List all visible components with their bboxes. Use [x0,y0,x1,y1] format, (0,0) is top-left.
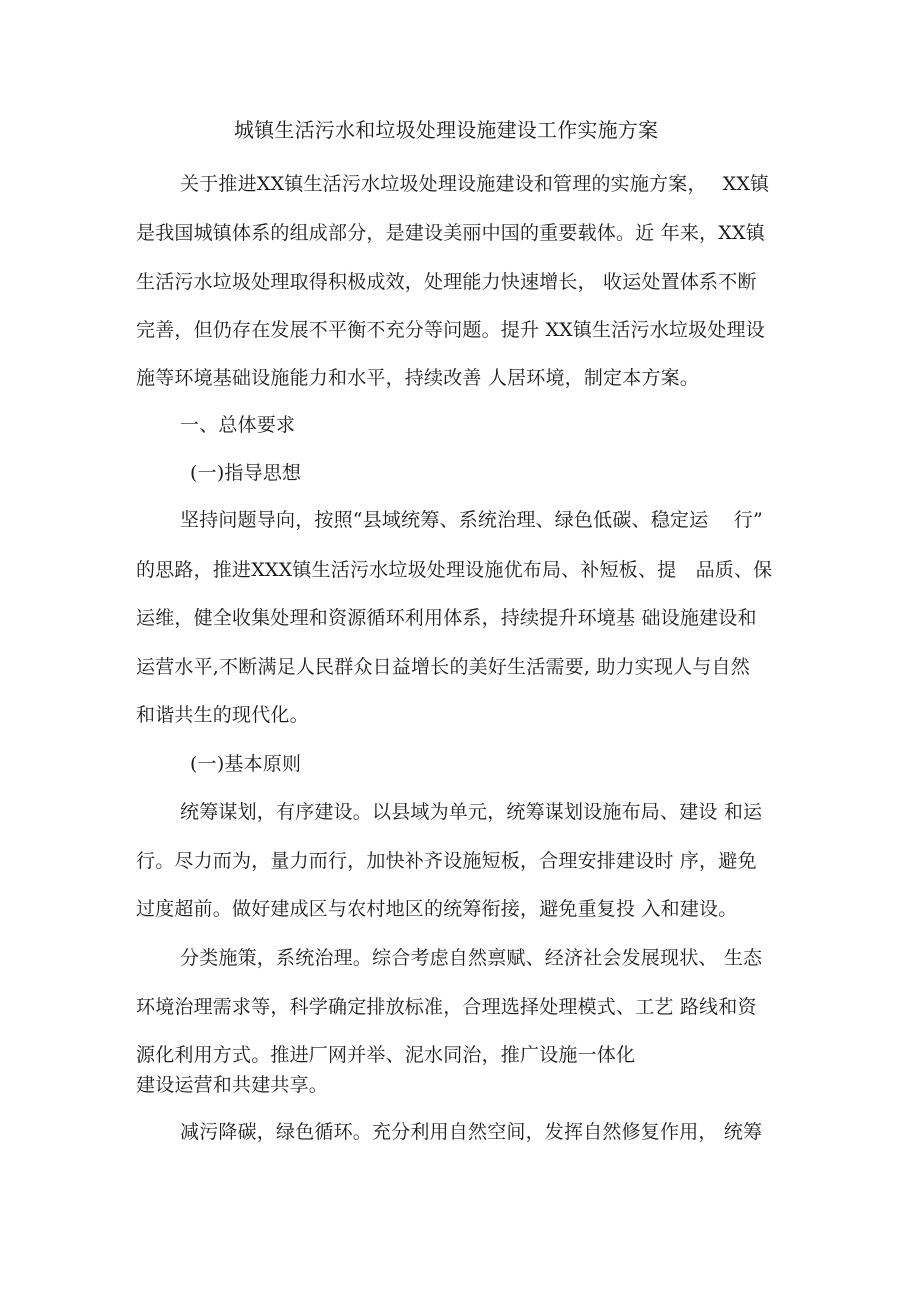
subsection-heading-basic-principles: (一)基本原则 [190,753,302,775]
intro-line-4: 完善，但仍存在发展不平衡不充分等问题。提升 XX镇生活污水垃圾处理设 [136,319,765,341]
guiding-line-1: 坚持问题导向，按照“县域统筹、系统治理、绿色低碳、稳定运 行” [180,509,763,531]
intro-line-2: 是我国城镇体系的组成部分，是建设美丽中国的重要载体。近 年来，XX镇 [136,222,765,244]
principle2-line-1: 分类施策，系统治理。综合考虑自然禀赋、经济社会发展现状、 生态 [180,947,763,969]
principle1-line-2: 行。尽力而为，量力而行，加快补齐设施短板，合理安排建设时 序，避免 [136,850,757,872]
subsection-heading-guiding-ideology: (一)指导思想 [190,462,302,484]
document-title: 城镇生活污水和垃圾处理设施建设工作实施方案 [234,118,659,142]
principle1-line-3: 过度超前。做好建成区与农村地区的统筹衔接，避免重复投 入和建设。 [136,898,738,920]
intro-line-3: 生活污水垃圾处理取得积极成效，处理能力快速增长， 收运处置体系不断 [136,271,757,293]
principle2-line-3: 源化利用方式。推进厂网并举、泥水同治，推广设施一体化 [136,1044,636,1066]
guiding-line-4: 运营水平,不断满足人民群众日益增长的美好生活需要, 助力实现人与自然 [136,656,750,678]
principle3-line-1: 减污降碳，绿色循环。充分利用自然空间，发挥自然修复作用， 统筹 [180,1121,763,1143]
principle2-line-2: 环境治理需求等，科学确定排放标准，合理选择处理模式、工艺 路线和资 [136,996,757,1018]
intro-line-1: 关于推进XX镇生活污水垃圾处理设施建设和管理的实施方案， XX镇 [180,173,770,195]
section-heading-general-requirements: 一、总体要求 [180,414,296,436]
principle1-line-1: 统筹谋划，有序建设。以县域为单元，统筹谋划设施布局、建设 和运 [180,801,763,823]
guiding-line-2: 的思路，推进XXX镇生活污水垃圾处理设施优布局、补短板、提 品质、保 [136,559,773,581]
guiding-line-3: 运维，健全收集处理和资源循环利用体系，持续提升环境基 础设施建设和 [136,607,757,629]
intro-line-5: 施等环境基础设施能力和水平，持续改善 人居环境，制定本方案。 [136,367,700,389]
guiding-line-5: 和谐共生的现代化。 [136,704,309,726]
principle2-line-4: 建设运营和共建共享。 [136,1074,329,1096]
